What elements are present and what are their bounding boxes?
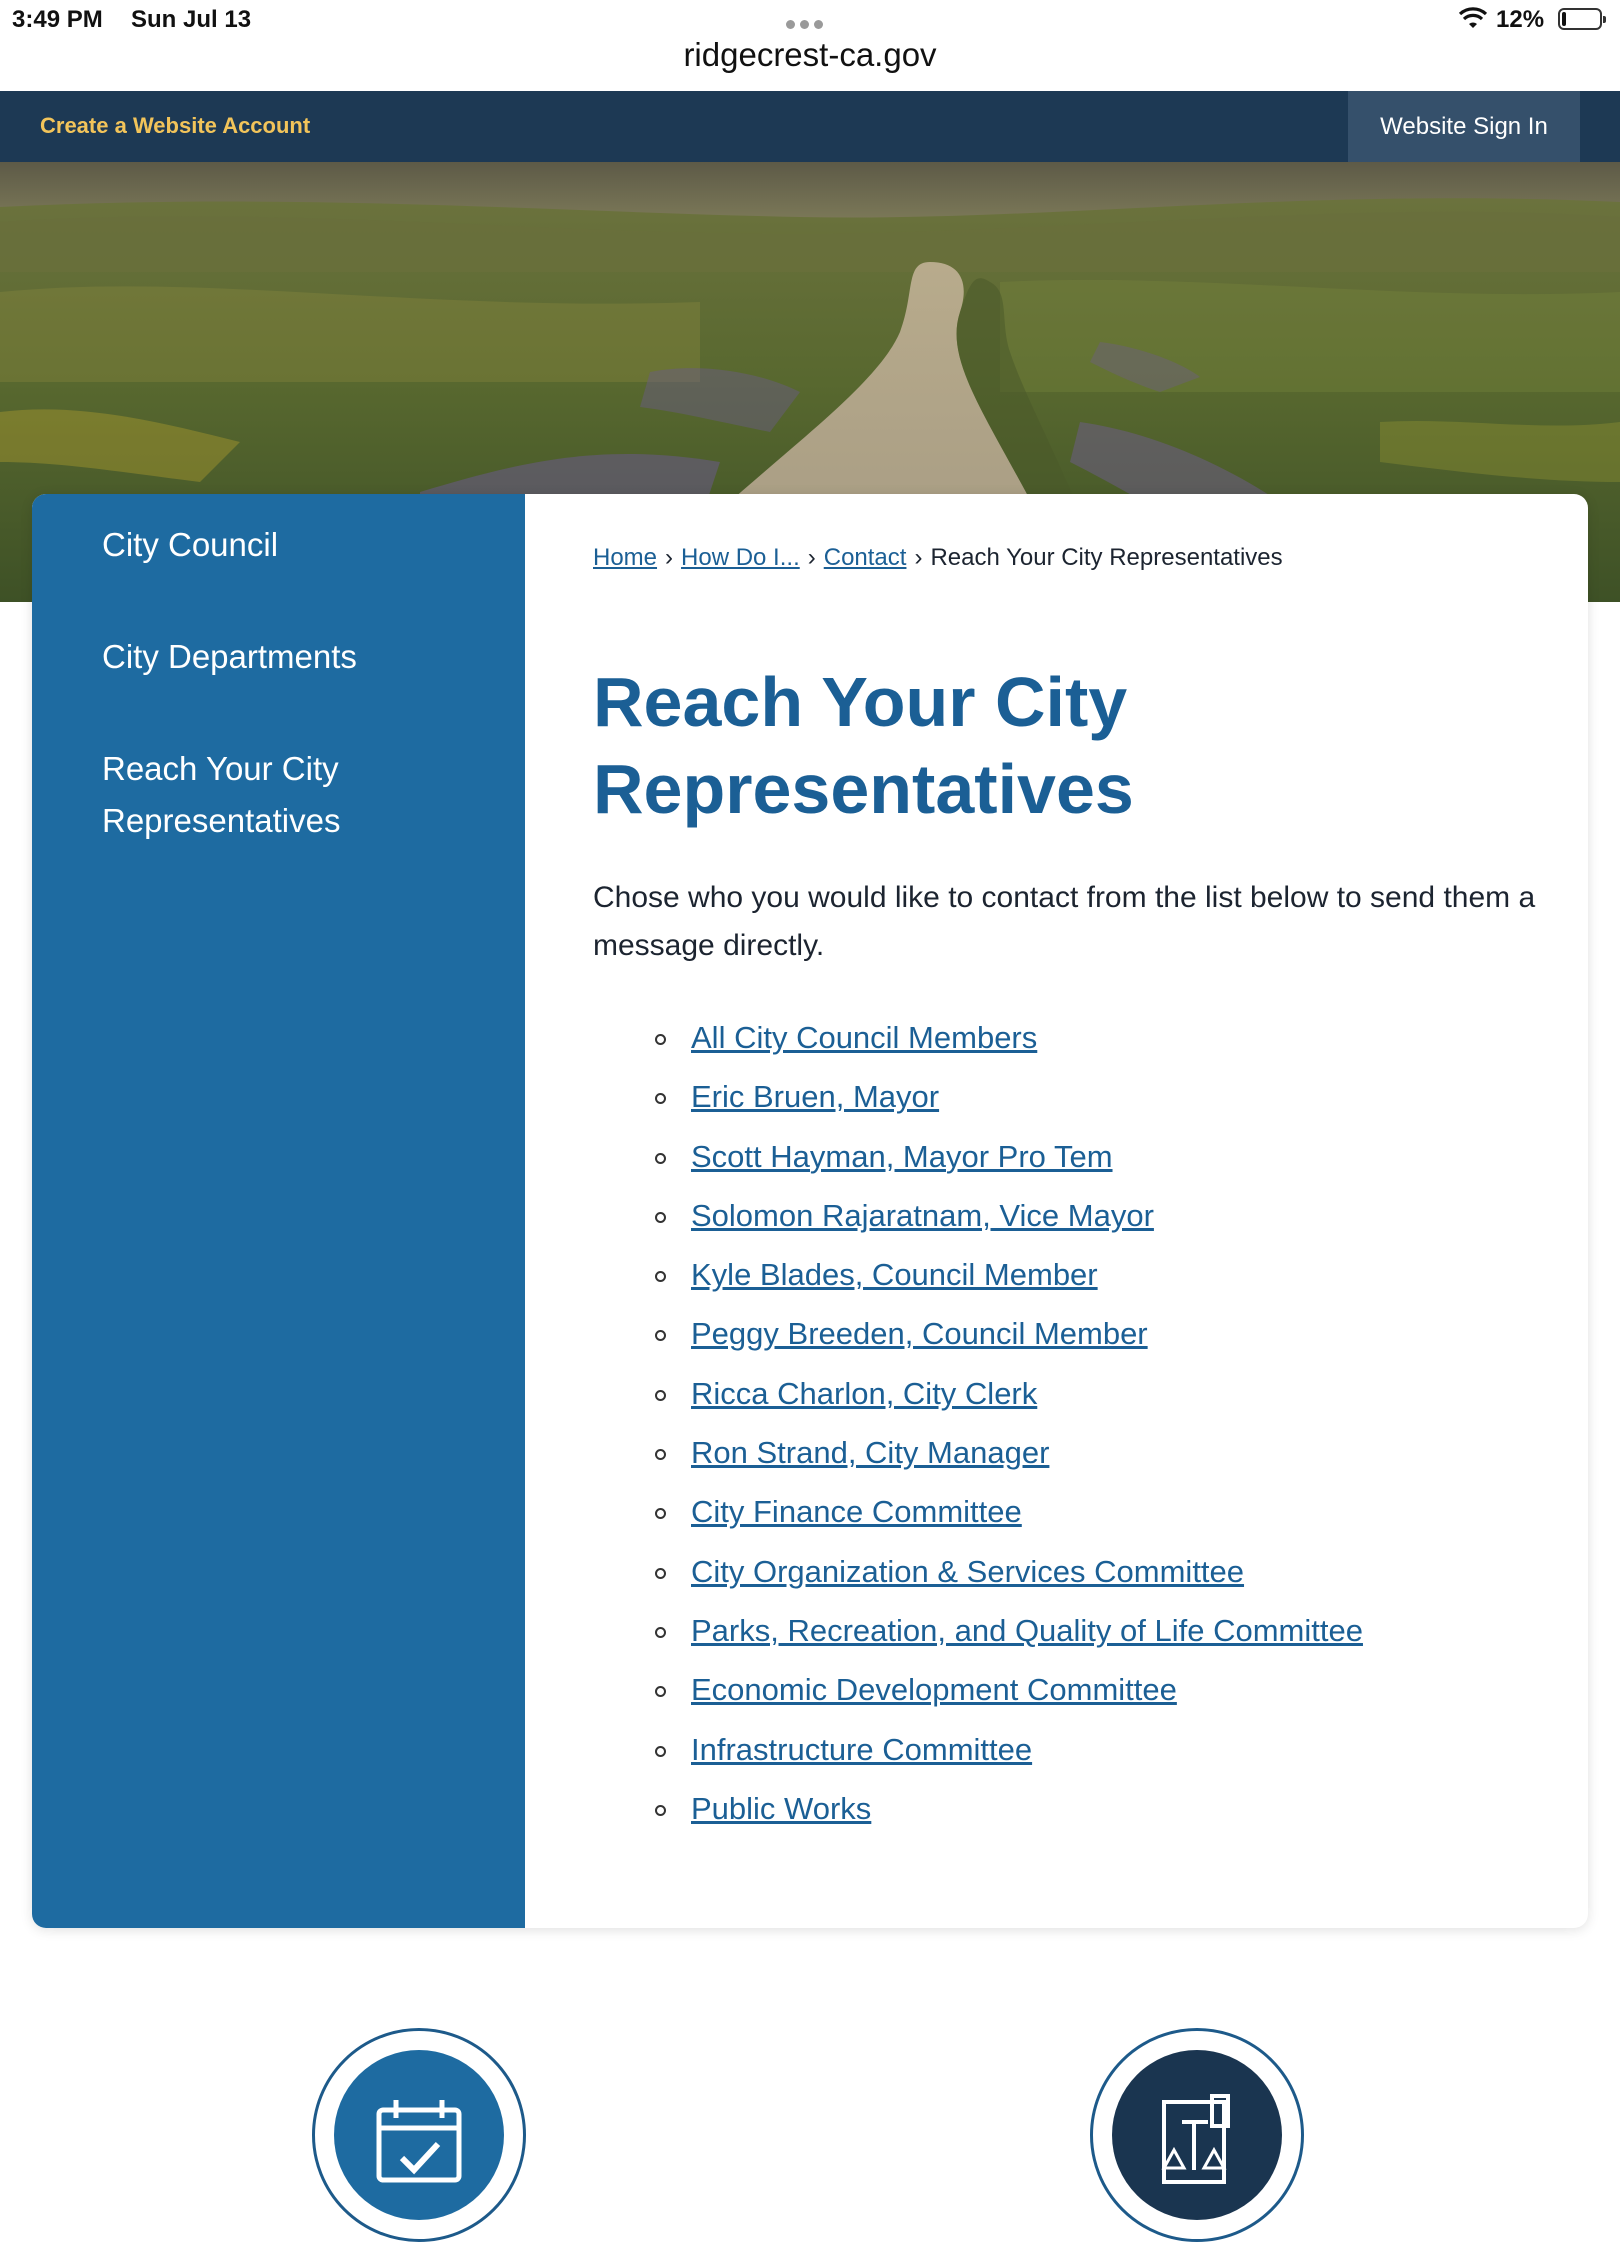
main-content-card bbox=[32, 494, 1588, 1928]
battery-percent: 12% bbox=[1496, 6, 1545, 33]
list-bullet-icon bbox=[655, 1271, 666, 1282]
contact-link[interactable]: All City Council Members bbox=[691, 1020, 1038, 1055]
list-bullet-icon bbox=[655, 1746, 666, 1757]
list-bullet-icon bbox=[655, 1805, 666, 1816]
city-hall-icon bbox=[1112, 2050, 1282, 2220]
breadcrumb-home-link[interactable]: Home bbox=[593, 544, 658, 571]
list-bullet-icon bbox=[655, 1390, 666, 1401]
calendar-check-icon bbox=[334, 2050, 504, 2220]
page-intro: Chose who you would like to contact from the list below to send them a message directly. bbox=[593, 881, 1536, 962]
top-navigation bbox=[0, 91, 1620, 162]
list-bullet-icon bbox=[655, 1153, 666, 1164]
breadcrumb-how-do-i-link[interactable]: How Do I... bbox=[681, 544, 800, 571]
breadcrumb-separator: › bbox=[914, 544, 923, 571]
contact-link[interactable]: Ron Strand, City Manager bbox=[691, 1435, 1050, 1471]
status-date: Sun Jul 13 bbox=[131, 6, 252, 33]
create-account-link[interactable]: Create a Website Account bbox=[40, 113, 311, 138]
page-content bbox=[525, 494, 1588, 1928]
address-bar-url[interactable]: ridgecrest-ca.gov bbox=[683, 36, 937, 73]
breadcrumb bbox=[593, 544, 1283, 572]
browser-more-icon[interactable] bbox=[786, 14, 834, 24]
breadcrumb-separator: › bbox=[665, 544, 674, 571]
list-bullet-icon bbox=[655, 1568, 666, 1579]
contact-link[interactable]: Scott Hayman, Mayor Pro Tem bbox=[691, 1138, 1113, 1174]
breadcrumb-separator: › bbox=[807, 544, 816, 571]
contact-link[interactable]: Ricca Charlon, City Clerk bbox=[691, 1375, 1038, 1411]
list-bullet-icon bbox=[655, 1686, 666, 1697]
contact-link[interactable]: Economic Development Committee bbox=[691, 1672, 1177, 1708]
list-bullet-icon bbox=[655, 1627, 666, 1638]
wifi-icon bbox=[1458, 7, 1488, 31]
breadcrumb-contact-link[interactable]: Contact bbox=[823, 544, 907, 571]
calendar-check-icon-button[interactable] bbox=[312, 2028, 526, 2242]
battery-icon bbox=[1558, 8, 1602, 30]
contact-link[interactable]: Solomon Rajaratnam, Vice Mayor bbox=[691, 1197, 1154, 1233]
sidebar-item-city-council[interactable]: City Council bbox=[102, 526, 279, 563]
contact-link[interactable]: City Organization & Services Committee bbox=[691, 1553, 1245, 1589]
status-bar bbox=[0, 0, 1620, 90]
contact-link[interactable]: Peggy Breeden, Council Member bbox=[691, 1316, 1148, 1352]
breadcrumb-current: Reach Your City Representatives bbox=[930, 544, 1283, 571]
contact-link[interactable]: Eric Bruen, Mayor bbox=[691, 1079, 940, 1115]
contact-link[interactable]: Parks, Recreation, and Quality of Life Committee bbox=[691, 1612, 1363, 1648]
page-title: Reach Your City Representatives bbox=[593, 663, 1134, 828]
contact-link[interactable]: Infrastructure Committee bbox=[691, 1731, 1033, 1767]
contact-link[interactable]: City Finance Committee bbox=[691, 1494, 1022, 1530]
sidebar-item-city-departments[interactable]: City Departments bbox=[102, 638, 357, 675]
list-bullet-icon bbox=[655, 1449, 666, 1460]
list-bullet-icon bbox=[655, 1508, 666, 1519]
contact-link[interactable]: Public Works bbox=[691, 1790, 872, 1826]
list-bullet-icon bbox=[655, 1034, 666, 1045]
list-bullet-icon bbox=[655, 1212, 666, 1223]
sidebar-item-reach-representatives[interactable]: Reach Your City Representatives bbox=[102, 750, 341, 839]
status-time: 3:49 PM bbox=[12, 6, 103, 33]
contact-link[interactable]: Kyle Blades, Council Member bbox=[691, 1257, 1098, 1293]
list-bullet-icon bbox=[655, 1093, 666, 1104]
battery-level bbox=[1562, 12, 1566, 26]
list-bullet-icon bbox=[655, 1330, 666, 1341]
city-hall-icon-button[interactable] bbox=[1090, 2028, 1304, 2242]
sign-in-button[interactable]: Website Sign In bbox=[1348, 91, 1580, 162]
sidebar-nav bbox=[32, 494, 525, 1928]
